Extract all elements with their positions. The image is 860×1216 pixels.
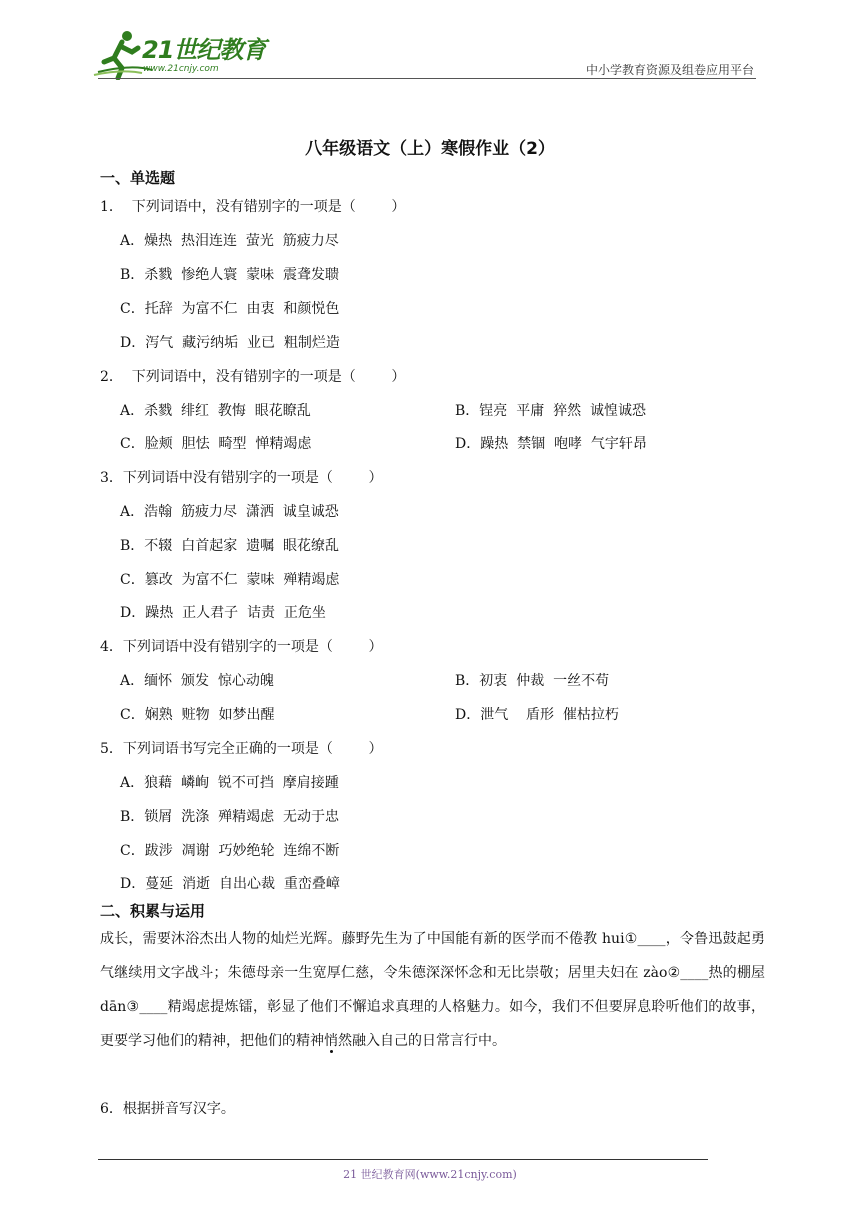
footer-text: 21 世纪教育网(www.21cnjy.com) (343, 1168, 517, 1181)
question-6-stem: 6．根据拼音写汉字。 (100, 1101, 235, 1117)
question-5-option-d[interactable]: D．蔓延 消逝 自出心裁 重峦叠嶂 (120, 876, 340, 892)
question-1-option-d[interactable]: D．泻气 藏污纳垢 业已 粗制烂造 (120, 335, 340, 351)
question-3-stem: 3．下列词语中没有错别字的一项是（ ） (100, 470, 383, 486)
passage-part-1: 成长，需要沐浴杰出人物的灿烂光辉。藤野先生为了中国能有新的医学而不倦教 hui①____，令鲁迅鼓起勇气继续用文字战斗；朱德母亲一生宽厚仁慈，令朱德深深怀念和无比崇敬；居里夫妇在 zào②____热的棚屋 dān③____精竭虑提炼镭，彰显了他们不懈追求真理的人格魅力。如今，我们不但要屏息聆听他们的故事，更要学习他们的精神，把他们的精神 (100, 931, 765, 1049)
question-4-option-a[interactable]: A．缅怀 颁发 惊心动魄 (120, 673, 274, 689)
question-4-stem: 4．下列词语中没有错别字的一项是（ ） (100, 639, 383, 655)
page-header (0, 0, 860, 90)
question-4-option-c[interactable]: C．娴熟 赃物 如梦出醒 (120, 707, 275, 723)
question-2-option-b[interactable]: B．锃亮 平庸 猝然 诚惶诚恐 (455, 403, 646, 419)
question-1-option-c[interactable]: C．托辞 为富不仁 由衷 和颜悦色 (120, 301, 340, 317)
question-1-option-b[interactable]: B．杀戮 惨绝人寰 蒙味 震聋发聩 (120, 267, 339, 283)
question-5-option-a[interactable]: A．狼藉 嶙峋 锐不可挡 摩肩接踵 (120, 775, 339, 791)
question-3-option-c[interactable]: C．篡改 为富不仁 蒙味 殚精竭虑 (120, 572, 340, 588)
section-accumulation-title: 二、积累与运用 (100, 902, 206, 920)
logo-url: www.21cnjy.com (143, 64, 219, 74)
question-2-option-a[interactable]: A．杀戮 绯红 教悔 眼花瞭乱 (120, 403, 311, 419)
logo-text: 21世纪教育 (142, 36, 266, 64)
passage-part-2: 然融入自己的日常言行中。 (338, 1033, 506, 1049)
question-3-option-d[interactable]: D．躁热 正人君子 诘责 正危坐 (120, 605, 326, 621)
question-3-option-b[interactable]: B．不辍 白首起家 遗嘱 眼花缭乱 (120, 538, 339, 554)
question-2-option-c[interactable]: C．脸颊 胆怯 畸型 惮精竭虑 (120, 436, 312, 452)
passage-dotted-char: 悄 (324, 1033, 338, 1049)
question-5-option-c[interactable]: C．跋涉 凋谢 巧妙绝轮 连绵不断 (120, 843, 340, 859)
reading-passage (100, 922, 765, 1058)
footer-divider (98, 1159, 708, 1160)
header-platform-text: 中小学教育资源及组卷应用平台 (585, 63, 754, 77)
question-4-option-d[interactable]: D．泄气 盾形 催枯拉朽 (455, 707, 619, 723)
question-4-option-b[interactable]: B．初衷 仲裁 一丝不苟 (455, 673, 610, 689)
question-2-option-d[interactable]: D．躁热 禁锢 咆哮 气宇轩昂 (455, 436, 647, 452)
question-5-stem: 5．下列词语书写完全正确的一项是（ ） (100, 741, 383, 757)
question-5-option-b[interactable]: B．锁屑 洗涤 殚精竭虑 无动于忠 (120, 809, 339, 825)
question-1-option-a[interactable]: A．燥热 热泪连连 萤光 筋疲力尽 (120, 233, 339, 249)
question-2-stem: 2． 下列词语中，没有错别字的一项是（ ） (100, 369, 406, 385)
question-3-option-a[interactable]: A．浩翰 筋疲力尽 潇洒 诚皇诚恐 (120, 504, 339, 520)
header-divider (98, 78, 756, 79)
section-single-choice-title: 一、单选题 (100, 169, 176, 187)
page-title: 八年级语文（上）寒假作业（2） (305, 139, 555, 159)
question-1-stem: 1． 下列词语中，没有错别字的一项是（ ） (100, 199, 406, 215)
